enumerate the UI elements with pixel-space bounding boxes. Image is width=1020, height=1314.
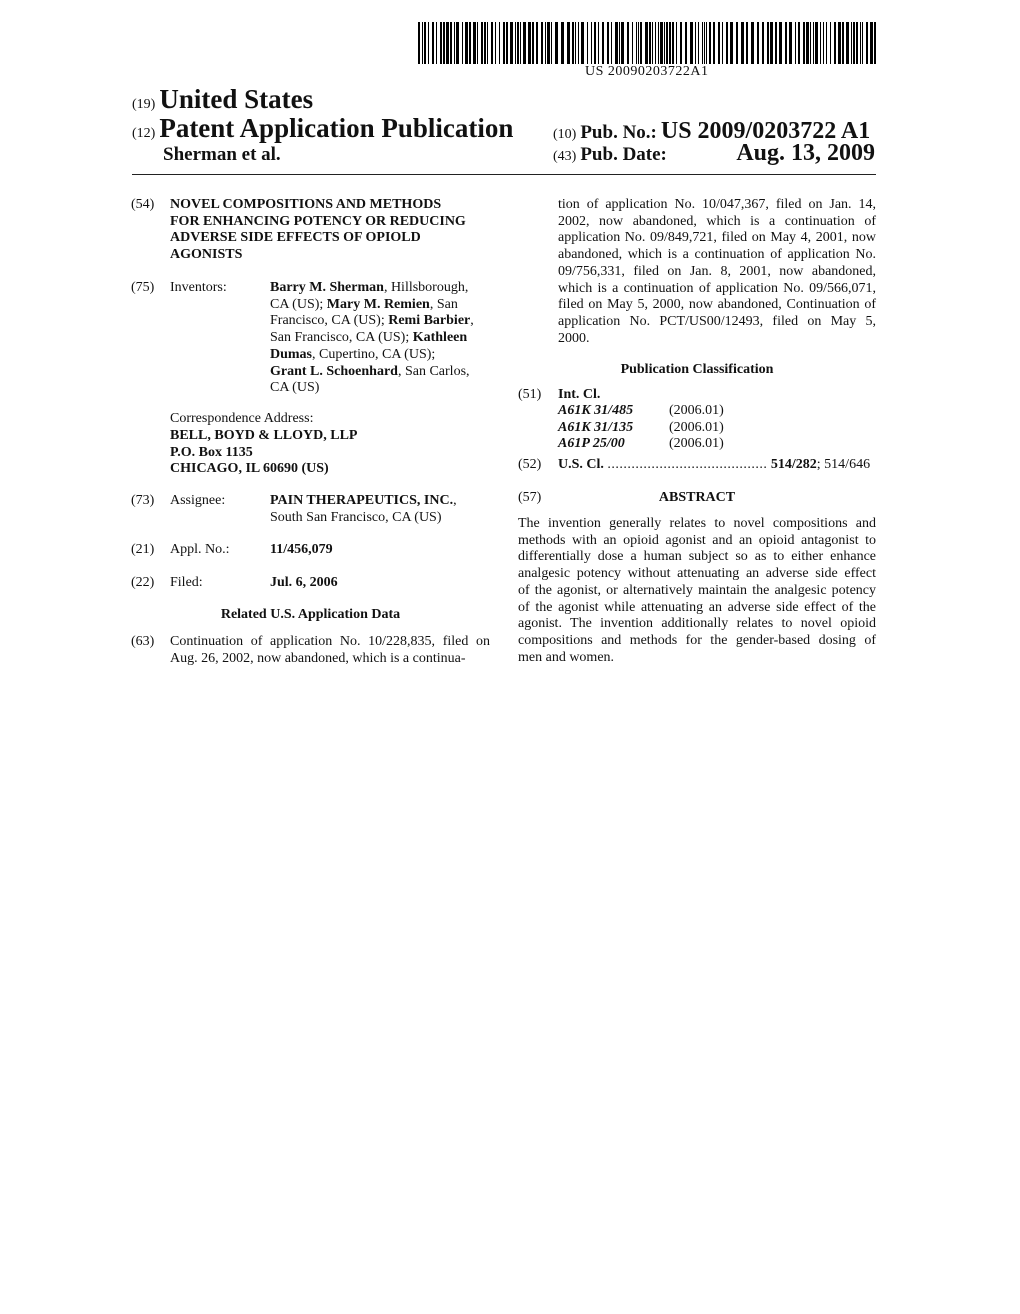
inventor-name: Kathleen Dumas <box>270 330 468 362</box>
inid-code-10: (10) <box>553 127 577 142</box>
inid-code-51: (51) <box>518 387 542 402</box>
abstract-line: agonist. The invention additionally relates to novel opioid <box>518 616 876 632</box>
abstract-heading: ABSTRACT <box>658 490 736 505</box>
int-cl-list <box>558 403 778 453</box>
country-name: United States <box>159 84 314 114</box>
us-cl-primary: 514/282 <box>770 457 817 472</box>
abstract-line: The invention generally relates to novel compositions and <box>518 516 876 531</box>
abstract-text <box>518 516 876 666</box>
title-line: FOR ENHANCING POTENCY OR REDUCING <box>170 213 466 229</box>
header-divider <box>132 174 876 175</box>
inventor-location: San Carlos, CA (US) <box>270 363 470 396</box>
related-line: tion of application No. 10/047,367, filed on Jan. 14, <box>558 197 876 212</box>
publication-type: Patent Application Publication <box>159 113 514 143</box>
invention-title <box>170 197 490 264</box>
us-cl-label: U.S. Cl. <box>558 457 604 472</box>
pub-date-label: Pub. Date: <box>580 144 667 165</box>
related-line: 2000. <box>558 330 590 346</box>
related-data-heading: Related U.S. Application Data <box>220 607 401 622</box>
abstract-line: methods with an opioid agonist and an opioid antagonist to <box>518 532 876 548</box>
classification-heading: Publication Classification <box>620 362 774 377</box>
int-cl-row <box>558 403 778 420</box>
inid-code-54: (54) <box>131 197 155 212</box>
filed-date: Jul. 6, 2006 <box>270 575 338 590</box>
authors: Sherman et al. <box>163 144 281 165</box>
assignee: PAIN THERAPEUTICS, INC., South San Francisco, CA (US) <box>270 493 490 526</box>
country-line <box>132 84 313 115</box>
int-cl-code: A61K 31/135 <box>558 419 634 435</box>
int-cl-year: (2006.01) <box>669 419 724 435</box>
assignee-label: Assignee: <box>170 493 226 508</box>
related-data-text-left <box>170 634 490 667</box>
assignee-name: PAIN THERAPEUTICS, INC. <box>270 493 454 508</box>
pub-number: US 2009/0203722 A1 <box>660 118 871 144</box>
address-line: CHICAGO, IL 60690 (US) <box>170 461 329 477</box>
inid-code-52: (52) <box>518 457 542 472</box>
abstract-line: analgesic potency without attenuating an adverse side effect <box>518 566 876 582</box>
related-line: 09/756,331, filed on Jan. 8, 2001, now abandoned, <box>558 263 876 279</box>
int-cl-row <box>558 420 778 437</box>
publication-type-line <box>132 113 513 144</box>
inid-code-43: (43) <box>553 149 577 164</box>
related-line: Aug. 26, 2002, now abandoned, which is a continua- <box>170 650 466 666</box>
barcode-number: US 20090203722A1 <box>585 64 709 79</box>
inid-code-21: (21) <box>131 542 155 557</box>
int-cl-row <box>558 436 778 453</box>
abstract-line: compositions and methods for the gender-based dosing of <box>518 632 876 648</box>
inventors-list: Barry M. Sherman, Hillsborough, CA (US); Mary M. Remien, San Francisco, CA (US); Remi Barbier, San Francisco, CA (US); Kathleen Dumas, Cupertino, CA (US); Grant L. Schoenhard, San Carlos, CA (US) <box>270 280 474 396</box>
related-line: application No. 09/849,721, filed on May 4, 2001, now <box>558 230 876 246</box>
related-line: Continuation of application No. 10/228,835, filed on <box>170 634 490 649</box>
int-cl-code: A61K 31/485 <box>558 403 634 418</box>
address-line: BELL, BOYD & LLOYD, LLP <box>170 428 358 443</box>
inid-code-63: (63) <box>131 634 155 649</box>
related-line: application No. PCT/US00/12493, filed on May 5, <box>558 313 876 329</box>
abstract-line: differentially dose a human subject so as to either enhance <box>518 549 876 565</box>
pub-number-label: Pub. No.: <box>580 122 657 143</box>
related-line: which is a continuation of application No. 09/566,071, <box>558 280 876 296</box>
barcode-image <box>418 22 876 64</box>
appl-label: Appl. No.: <box>170 542 230 557</box>
inid-code-57: (57) <box>518 490 542 505</box>
pub-date: Aug. 13, 2009 <box>736 140 875 166</box>
inventor-name: Remi Barbier <box>388 313 471 329</box>
related-line: abandoned, which is a continuation of application No. <box>558 247 876 263</box>
correspondence-label: Correspondence Address: <box>170 411 314 426</box>
assignee-location: South San Francisco, CA (US) <box>270 509 442 525</box>
title-line: AGONISTS <box>170 247 243 263</box>
us-cl-leader: ........................................ <box>607 457 768 472</box>
int-cl-year: (2006.01) <box>669 436 724 452</box>
inventor-location: San Francisco, CA (US) <box>270 296 458 329</box>
appl-number: 11/456,079 <box>270 542 333 557</box>
inventor-name: Barry M. Sherman <box>270 280 384 295</box>
abstract-line: men and women. <box>518 649 615 665</box>
abstract-line: of the agonist while attenuating an adverse side effect of the <box>518 599 876 615</box>
title-line: ADVERSE SIDE EFFECTS OF OPIOLD <box>170 230 421 246</box>
pub-date-line <box>553 140 875 166</box>
inventor-location: San Francisco, CA (US) <box>270 330 406 346</box>
correspondence-address <box>170 428 357 478</box>
inid-code-75: (75) <box>131 280 155 295</box>
inid-code-22: (22) <box>131 575 155 590</box>
related-data-text-right <box>558 197 876 347</box>
inventor-location: Hillsborough, CA (US) <box>270 280 469 312</box>
address-line: P.O. Box 1135 <box>170 444 253 460</box>
inventor-name: Mary M. Remien <box>326 296 430 312</box>
title-line: NOVEL COMPOSITIONS AND METHODS <box>170 197 442 212</box>
inventors-label: Inventors: <box>170 280 227 295</box>
int-cl-year: (2006.01) <box>669 403 724 418</box>
us-cl-line <box>558 457 876 474</box>
us-cl-secondary: ; 514/646 <box>816 457 871 472</box>
related-line: filed on May 5, 2000, now abandoned, Continuation of <box>558 297 876 313</box>
inventor-location: Cupertino, CA (US) <box>319 346 432 362</box>
inid-code-73: (73) <box>131 493 155 508</box>
int-cl-label: Int. Cl. <box>558 387 601 402</box>
inid-code-12: (12) <box>132 126 156 141</box>
int-cl-code: A61P 25/00 <box>558 436 625 452</box>
filed-label: Filed: <box>170 575 203 590</box>
related-line: 2002, now abandoned, which is a continuation of <box>558 213 876 229</box>
inid-code-19: (19) <box>132 97 156 112</box>
inventor-name: Grant L. Schoenhard <box>270 363 398 379</box>
abstract-line: of the agonist, or alternatively maintain the analgesic potency <box>518 582 876 598</box>
